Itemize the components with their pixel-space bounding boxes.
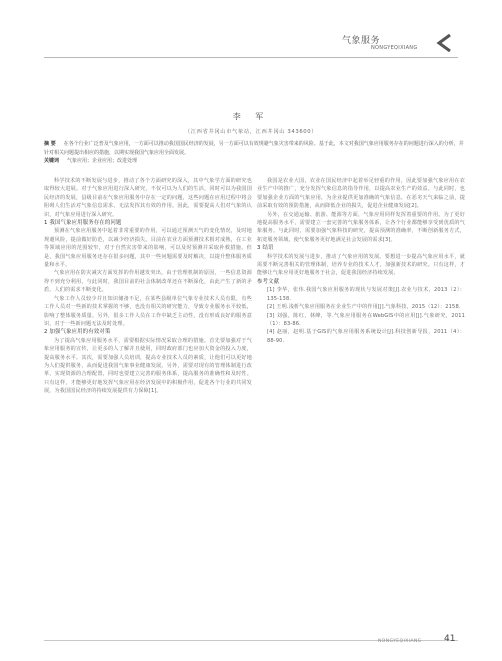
article-affiliation: （江西省井冈山市气象站，江西井冈山 343600） <box>184 129 318 135</box>
section-subtitle: NONGYEQIXIANG <box>371 45 418 51</box>
paragraph: 科学技术的发展与进步，推动了气象应用的发展。要想进一步提高气象应用水平，就需要不断完善相关的管理体制，培养专业的技术人才，加强新技术的研究。只有这样，才能够让气象应用更好地服务于社会，促进我国经济持续发展。 <box>257 253 465 277</box>
left-column <box>44 177 252 396</box>
paragraph: 另外，在交通运输、旅游、能源等方面，气象应用同样发挥着重要的作用。为了更好地提高服务水平，需要建立一套完善的气象服务体系，让各个行业都能够享受到优质的气象服务。与此同时，需要加强气象科技的研究，提高预测的准确率，不断创新服务方式，拓宽服务领域，使气象服务更好地满足社会发展的需求[3]。 <box>257 211 465 243</box>
section-heading: 2 加强气象应用的有效对策 <box>44 329 111 336</box>
section-heading: 1 我国气象应用服务存在的问题 <box>44 220 122 227</box>
paragraph: 我国是农业大国，农业在国民经济中起着举足轻重的作用，因此要加强气象应用在农业生产中的推广，充分发挥气象信息的指导作用，以提高农业生产的效益。与此同时，也要加强企业方面的气象应用，为企业提供更加准确的气象信息，在恶劣天气来临之前，提前采取有效的预防措施，从而降低企业的损失，促进企业健康发展[2]。 <box>257 178 465 210</box>
page-header <box>0 0 502 54</box>
keywords <box>44 157 464 164</box>
keywords-label: 关键词 <box>44 158 60 164</box>
paragraph: 气象应用在防灾减灾方面发挥的作用越发突出，由于管理机制的原因，一些信息资源得不到充分利用，与此同时，我国目前的社会体制改革还在不断深化，由此产生了新的矛盾，人们的需求不断变化。 <box>44 270 252 294</box>
right-column <box>257 177 465 345</box>
paragraph: 科学技术的不断发展与进步，推动了各个方面研究的深入，其中气象学方面的研究也取得较大进展。对于气象应用进行深入研究，不仅可以为人们的生活，同时可以为我国国民经济的发展，县级目前在气象应用服务中存在一定的问题，这些问题在应用过程中将会阻碍人们生活对气象信息需求，无法发挥其有效的作用。因此，需要提高人们对气象的认识，对气象应用进行深入研究。 <box>44 178 252 218</box>
header-divider <box>44 57 458 58</box>
section-heading: 3 结语 <box>257 245 274 252</box>
reference-item: [3] 刘强，陈红，林峰，等.气象应用服务在WebGIS中的应用[J].气象研究，2011（1）：83-86. <box>267 312 465 327</box>
paragraph: 气象工作人员较少并且知识储备不足，在某些县级单位气象专业技术人员有限，有些工作人员对一些新的技术掌握的不够，也没有相关的研究能力，导致专业服务水平较低，影响了整体服务质量。另外，很多工作人员在工作中缺乏主动性，没有形成良好的服务意识，对于一些新问题无法及时处理。 <box>44 295 252 327</box>
page-number: 41 <box>444 634 456 644</box>
reference-item: [4] 赵丽，赵明.基于GIS的气象应用服务系统设计[J].科技创新导报，2011（4）：88-90. <box>267 329 465 344</box>
reference-item: [2] 王明.浅析气象应用服务在企业生产中的作用[J].气象科技，2015（12）：2158. <box>267 304 461 311</box>
chevron-left-icon <box>430 32 456 54</box>
abstract-text: 在各个行业广泛普及气象应用，一方面可以推动我国国民经济的发展，另一方面可以有效规避气象灾害带来的风险。基于此，本文对我国气象应用服务存在的问题进行深入的分析，并针对相关问题提出相应的措施，以期实现我国气象应用全面发展。 <box>44 141 464 156</box>
article-author: 李 军 <box>232 112 270 121</box>
reference-item: [1] 李华，张伟.我国气象应用服务的现状与发展对策[J].农业与技术，2013（2）：135-138. <box>267 287 465 302</box>
section-heading: 参考文献 <box>257 278 280 285</box>
paragraph: 为了提高气象应用服务水平，需要根据实际情况采取合理的措施。首先要加强对于气象应用服务的宣传，让更多的人了解并且使用，同时政府部门也应加大资金的投入力度，提高服务水平。其次，需要加强人员培训，提高专业技术人员的素质，让他们可以更好地为人们提供服务，从而促进我国气象事业健康发展。另外，需要对现有的管理体制进行改革，实现资源的合理配置，同时也要建立完善的服务体系，提高服务的准确性和及时性。只有这样，才能够更好地发挥气象应用在经济发展中的积极作用，促进各个行业的共同发展，为我国国民经济的持续发展提供有力保障[1]。 <box>44 337 252 395</box>
abstract-label: 摘 要 <box>44 141 56 147</box>
abstract <box>44 140 464 158</box>
keywords-text: 气象应用；企业应用；改进处理 <box>67 158 138 164</box>
footer-journal: NONGYEQIXIANG <box>378 639 422 644</box>
section-title: 气象服务 <box>342 36 381 46</box>
paragraph: 预测在气象应用服务中起着非常重要的作用，可以通过预测天气的变化情况，及时地规避风险，提前做好防范，以减少经济损失。目前在农业方面预测技术相对成熟，在工业等领域应用的范围较窄，对于自然灾害带来的影响，可以及时预测并采取补救措施。但是，我国气象应用服务还存在很多问题，其中一些问题需要及时解决，以提升整体服务质量和水平。 <box>44 228 252 269</box>
